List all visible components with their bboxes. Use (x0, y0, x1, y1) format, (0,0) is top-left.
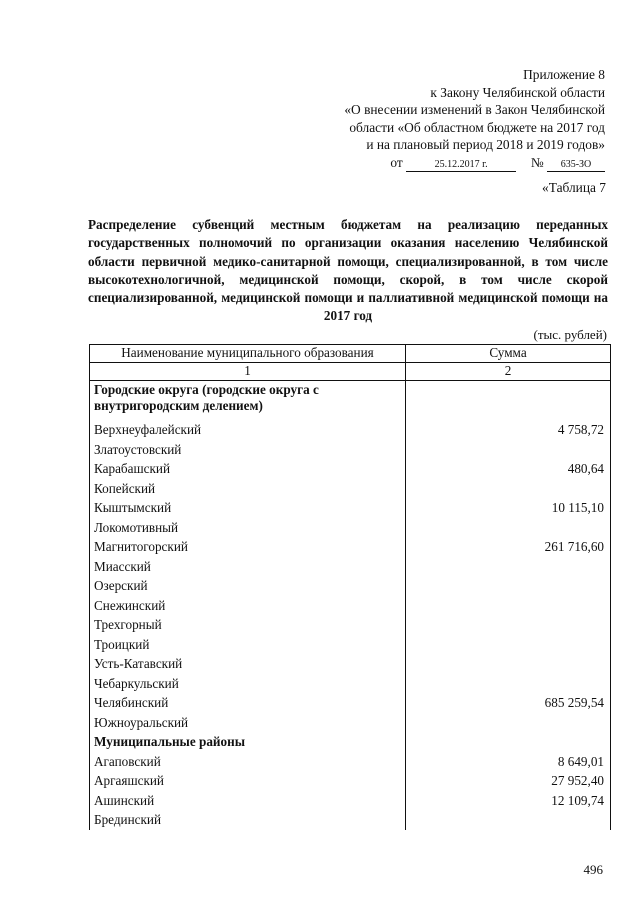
amount-value (406, 518, 611, 538)
table-row (90, 752, 611, 772)
table-label: «Таблица 7 (542, 180, 606, 195)
law-date-number (275, 154, 605, 172)
table-row (90, 479, 611, 499)
amount-value: 261 716,60 (406, 537, 611, 557)
municipality-name: Верхнеуфалейский (90, 420, 406, 440)
municipality-name: Миасский (90, 557, 406, 577)
law-reference: к Закону Челябинской области (430, 84, 605, 100)
municipality-name: Карабашский (90, 459, 406, 479)
amount-value (406, 635, 611, 655)
law-title-line3: и на плановый период 2018 и 2019 годов» (366, 137, 605, 153)
municipality-name: Озерский (90, 576, 406, 596)
table-row (90, 615, 611, 635)
amount-value (406, 576, 611, 596)
table-row (90, 635, 611, 655)
municipality-name: Южноуральский (90, 713, 406, 733)
column-header-name: Наименование муниципального образования (90, 345, 406, 363)
table-row (90, 576, 611, 596)
subvention-table (89, 344, 611, 830)
table-row (90, 654, 611, 674)
group-heading-row (90, 381, 611, 421)
table-row (90, 791, 611, 811)
section-heading-row (90, 732, 611, 752)
municipality-name: Брединский (90, 810, 406, 830)
law-title-line1: «О внесении изменений в Закон Челябинской (344, 102, 605, 118)
table-row (90, 440, 611, 460)
table-row (90, 420, 611, 440)
amount-value: 685 259,54 (406, 693, 611, 713)
amount-value (406, 440, 611, 460)
municipality-name: Аргаяшский (90, 771, 406, 791)
amount-value: 480,64 (406, 459, 611, 479)
municipality-name: Трехгорный (90, 615, 406, 635)
law-title-line2: области «Об областном бюджете на 2017 год (349, 119, 605, 135)
amount-value (406, 674, 611, 694)
units-label: (тыс. рублей) (533, 327, 607, 342)
municipality-name: Магнитогорский (90, 537, 406, 557)
law-number: 635-ЗО (547, 159, 605, 172)
table-row (90, 518, 611, 538)
column-number: 1 (90, 363, 406, 381)
appendix-header (275, 66, 605, 172)
amount-value: 12 109,74 (406, 791, 611, 811)
amount-value (406, 479, 611, 499)
amount-value: 8 649,01 (406, 752, 611, 772)
section-heading: Муниципальные районы (90, 732, 406, 752)
municipality-name: Локомотивный (90, 518, 406, 538)
from-label: от (390, 154, 403, 170)
table-row (90, 810, 611, 830)
table-row (90, 713, 611, 733)
municipality-name: Челябинский (90, 693, 406, 713)
municipality-name: Копейский (90, 479, 406, 499)
amount-value: 10 115,10 (406, 498, 611, 518)
table-body (90, 381, 611, 830)
amount-value (406, 810, 611, 830)
amount-value (406, 615, 611, 635)
municipality-name: Кыштымский (90, 498, 406, 518)
table-row (90, 674, 611, 694)
appendix-label: Приложение 8 (523, 67, 605, 82)
municipality-name: Снежинский (90, 596, 406, 616)
column-number-row (90, 363, 611, 381)
page-number: 496 (583, 862, 603, 877)
law-date: 25.12.2017 г. (406, 159, 516, 172)
table-row (90, 557, 611, 577)
amount-value (406, 713, 611, 733)
municipality-name: Агаповский (90, 752, 406, 772)
group-heading: Городские округа (городские округа с внутригородским делением) (90, 381, 406, 421)
amount-value (406, 596, 611, 616)
municipality-name: Усть-Катавский (90, 654, 406, 674)
municipality-name: Златоустовский (90, 440, 406, 460)
amount-value: 27 952,40 (406, 771, 611, 791)
municipality-name: Чебаркульский (90, 674, 406, 694)
column-number: 2 (406, 363, 611, 381)
table-row (90, 771, 611, 791)
number-label: № (530, 154, 544, 170)
amount-value (406, 654, 611, 674)
municipality-name: Ашинский (90, 791, 406, 811)
document-title: Распределение субвенций местным бюджетам на реализацию переданных государственных полномочий по организации оказания населению Челябинской области первичной медико-санитарной помощи, специализированной, в том числе высокотехнологичной, медицинской помощи, скорой, в том числе скорой специализированной, медицинской помощи и паллиативной медицинской помощи на 2017 год (88, 217, 608, 324)
table-header-row (90, 345, 611, 363)
amount-value: 4 758,72 (406, 420, 611, 440)
municipality-name: Троицкий (90, 635, 406, 655)
table-row (90, 498, 611, 518)
table-row (90, 537, 611, 557)
column-header-amount: Сумма (406, 345, 611, 363)
table-row (90, 459, 611, 479)
table-row (90, 693, 611, 713)
table-row (90, 596, 611, 616)
amount-value (406, 557, 611, 577)
